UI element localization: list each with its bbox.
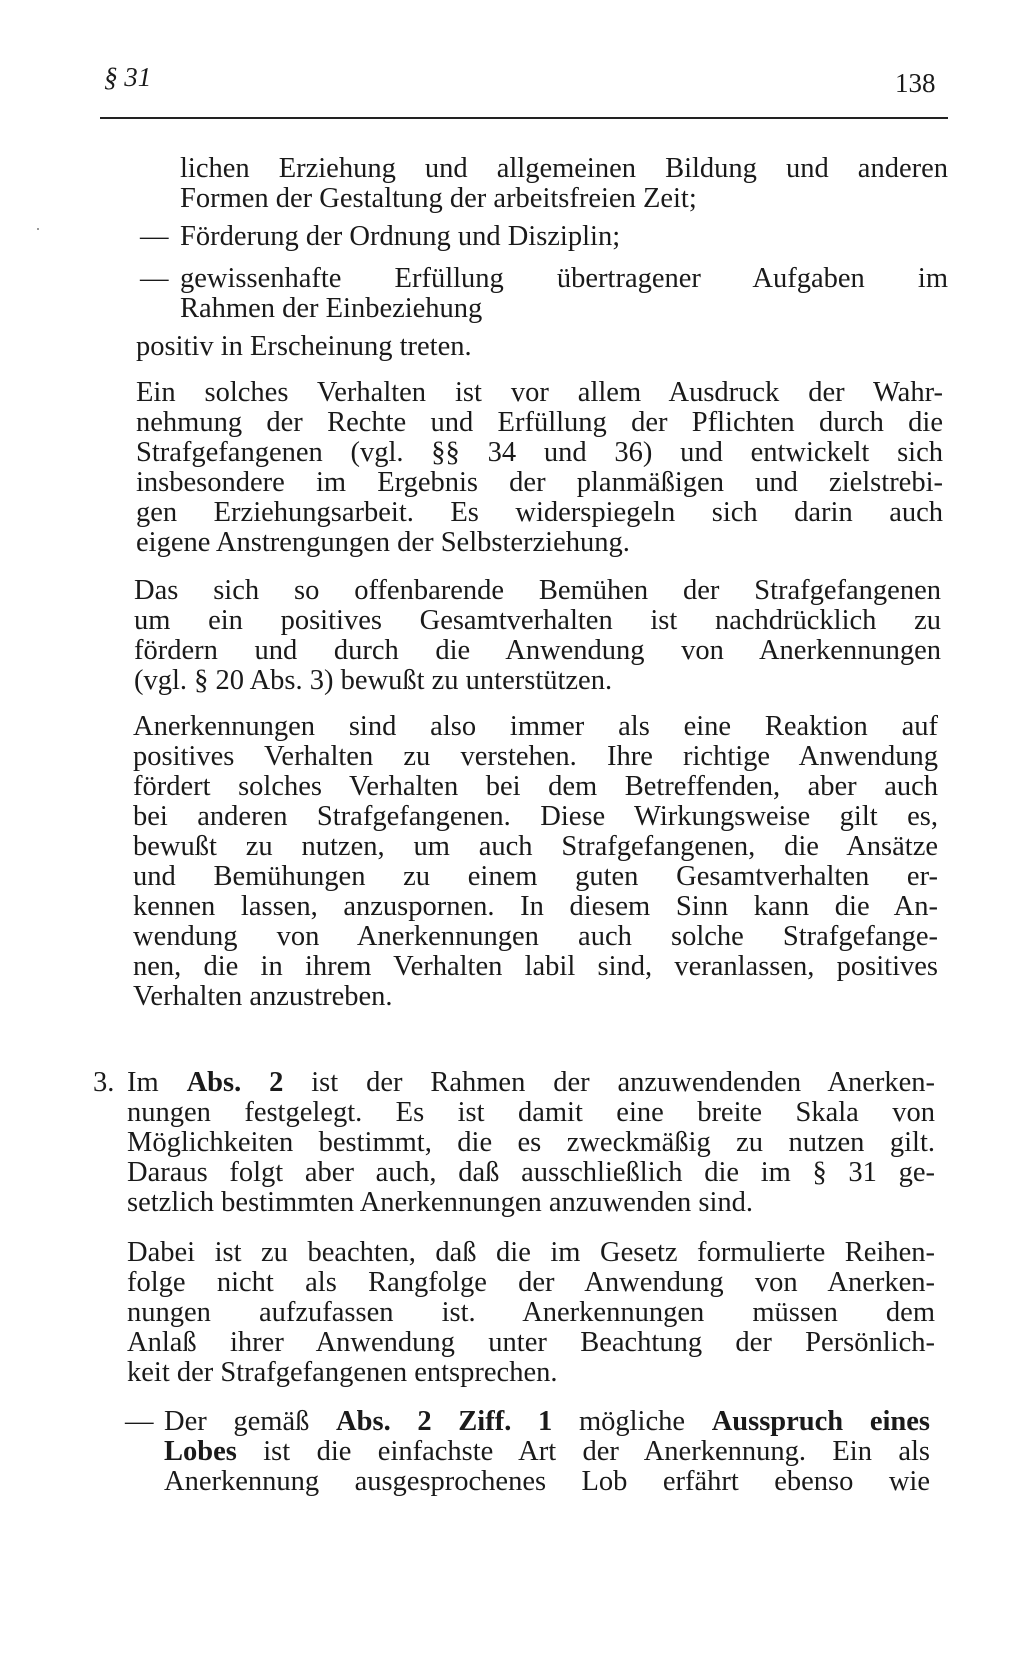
text-line: kennen lassen, anzuspornen. In diesem Sinn kann die An- [133,891,938,922]
bullet-item: Förderung der Ordnung und Disziplin; [180,221,621,252]
text-line: bewußt zu nutzen, um auch Strafgefangenen, die Ansätze [133,831,938,862]
section-reference: § 31 [104,62,152,92]
bullet-item-line: Lobes ist die einfachste Art der Anerkennung. Ein als [164,1436,930,1467]
text-line: eigene Anstrengungen der Selbsterziehung. [136,527,630,558]
text-line: nen, die in ihrem Verhalten labil sind, veranlassen, positives [133,951,938,982]
text-line: setzlich bestimmten Anerkennungen anzuwenden sind. [127,1187,754,1218]
text-line: gen Erziehungsarbeit. Es widerspiegeln sich darin auch [136,497,943,528]
text-line: Daraus folgt aber auch, daß ausschließlich die im § 31 ge- [127,1157,935,1188]
bullet-continuation-line: lichen Erziehung und allgemeinen Bildung und anderen [180,153,948,184]
point-first-line: Im Abs. 2 ist der Rahmen der anzuwendenden Anerken- [127,1067,935,1098]
text-line: (vgl. § 20 Abs. 3) bewußt zu unterstützen. [134,665,613,696]
paragraph-reference: Abs. 2 Ziff. 1 [336,1406,553,1437]
bullet-item: Der gemäß Abs. 2 Ziff. 1 mögliche Ausspruch eines [164,1406,930,1437]
bullet-dash: — [140,221,169,252]
text-line: bei anderen Strafgefangenen. Diese Wirkungsweise gilt es, [133,801,938,832]
text-line: positiv in Erscheinung treten. [136,331,472,362]
text-line: nungen festgelegt. Es ist damit eine breite Skala von [127,1097,935,1128]
bullet-item-line: Rahmen der Einbeziehung [180,293,483,324]
bullet-dash: — [125,1406,154,1437]
text-line: um ein positives Gesamtverhalten ist nachdrücklich zu [134,605,941,636]
text-line: Verhalten anzustreben. [133,981,393,1012]
keyword-bold: Ausspruch eines [711,1406,930,1437]
text-line: Anerkennungen sind also immer als eine Reaktion auf [133,711,938,742]
text-line: Ein solches Verhalten ist vor allem Ausdruck der Wahr- [136,377,943,408]
bullet-item: gewissenhafte Erfüllung übertragener Aufgaben im [180,263,948,294]
text-line: Möglichkeiten bestimmt, die es zweckmäßig zu nutzen gilt. [127,1127,935,1158]
text-line: und Bemühungen zu einem guten Gesamtverhalten er- [133,861,938,892]
bullet-dash: — [140,263,169,294]
text-line: Das sich so offenbarende Bemühen der Strafgefangenen [134,575,941,606]
bullet-continuation-line: Formen der Gestaltung der arbeitsfreien Zeit; [180,183,697,214]
header-rule [100,117,948,119]
text-line: folge nicht als Rangfolge der Anwendung von Anerken- [127,1267,935,1298]
text-line: fördern und durch die Anwendung von Anerkennungen [134,635,941,666]
text-line: positives Verhalten zu verstehen. Ihre richtige Anwendung [133,741,938,772]
point-number: 3. [93,1067,115,1098]
text-line: nungen aufzufassen ist. Anerkennungen müssen dem [127,1297,935,1328]
text-line: keit der Strafgefangenen entsprechen. [127,1357,558,1388]
text-line: Dabei ist zu beachten, daß die im Gesetz formulierte Reihen- [127,1237,935,1268]
paragraph-reference: Abs. 2 [186,1067,284,1098]
text-line: Strafgefangenen (vgl. §§ 34 und 36) und entwickelt sich [136,437,943,468]
text-line: wendung von Anerkennungen auch solche Strafgefange- [133,921,938,952]
keyword-bold: Lobes [164,1436,237,1467]
text-line: fördert solches Verhalten bei dem Betreffenden, aber auch [133,771,938,802]
scan-speck [37,228,39,230]
text-line: Anlaß ihrer Anwendung unter Beachtung der Persönlich- [127,1327,935,1358]
page-number: 138 [895,68,936,98]
bullet-item-line: Anerkennung ausgesprochenes Lob erfährt ebenso wie [164,1466,930,1497]
text-line: insbesondere im Ergebnis der planmäßigen und zielstrebi- [136,467,943,498]
text-line: nehmung der Rechte und Erfüllung der Pflichten durch die [136,407,943,438]
